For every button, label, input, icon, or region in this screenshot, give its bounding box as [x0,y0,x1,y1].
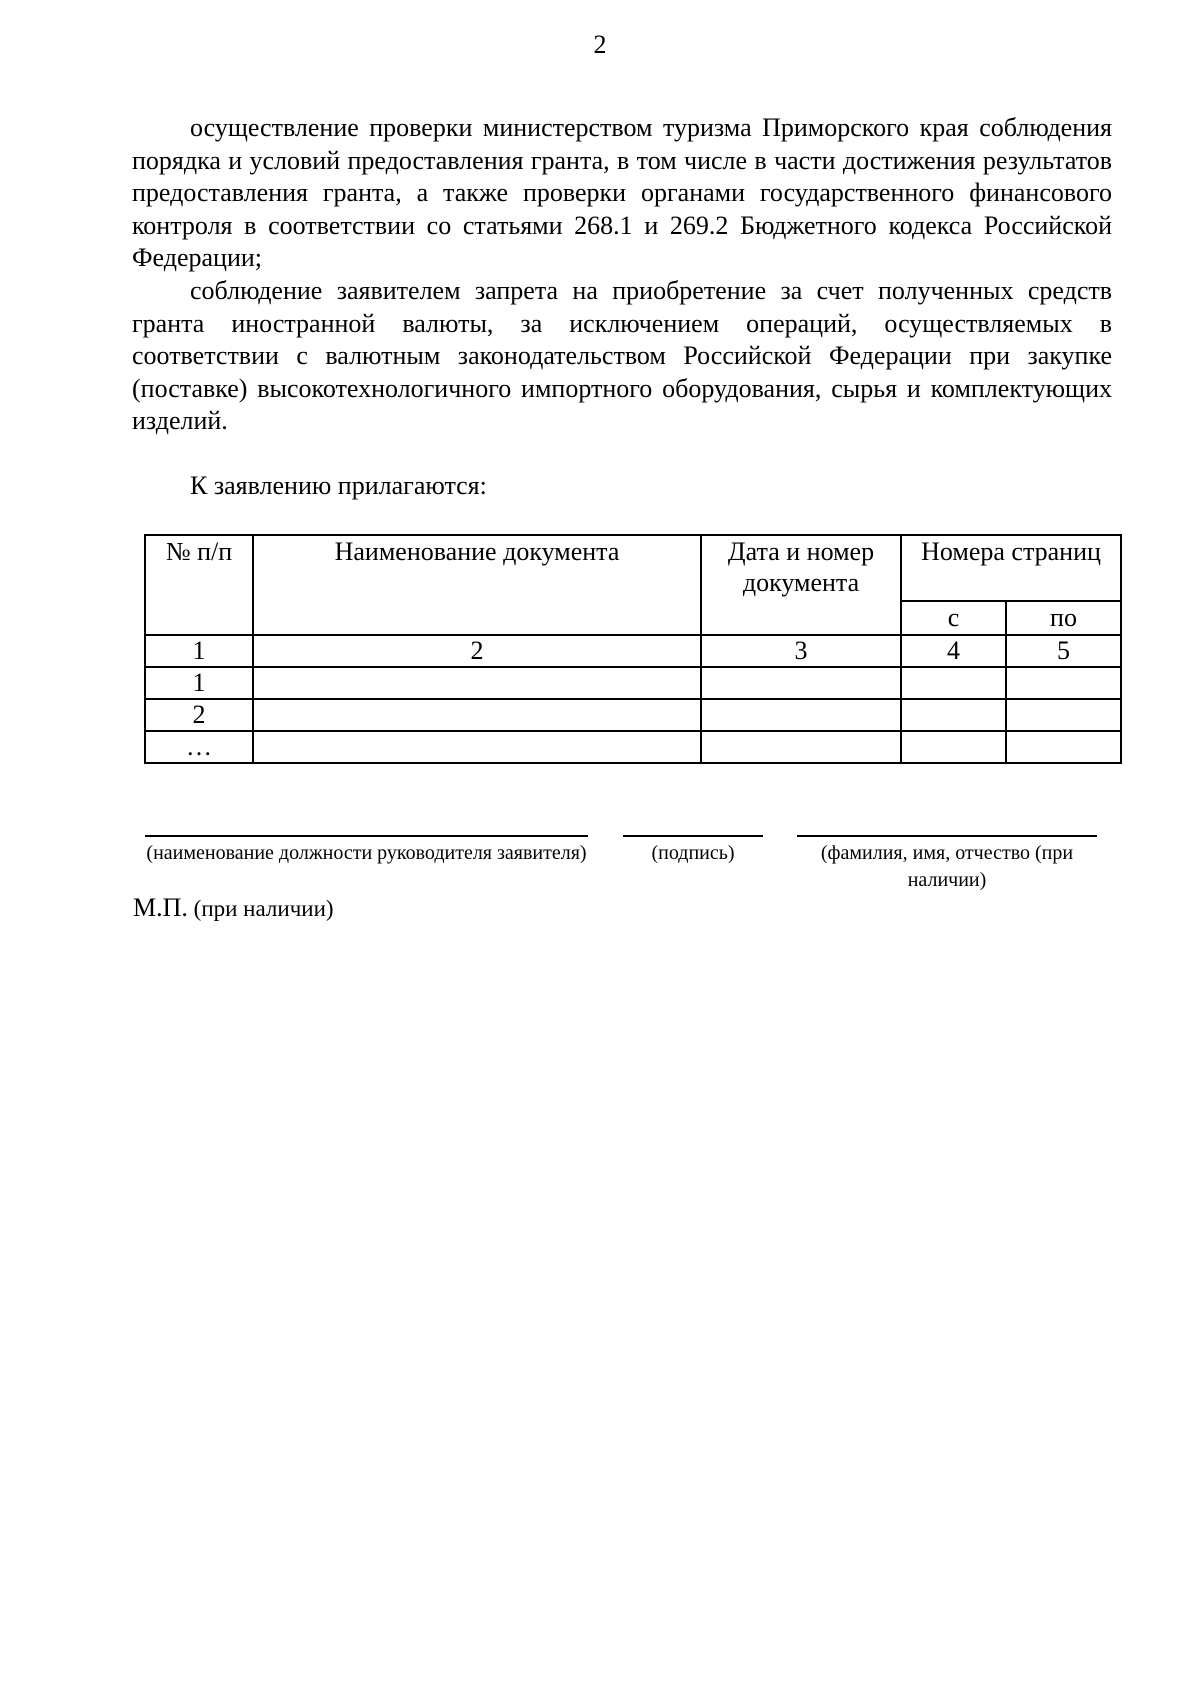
header-page-from: с [901,601,1006,635]
position-caption: (наименование должности руководителя заявителя) [146,842,587,864]
signature-caption: (подпись) [651,842,735,864]
stamp-condition: (при наличии) [193,896,334,921]
paragraph-currency-ban: соблюдение заявителем запрета на приобретение за счет полученных средств гранта иностранной валюты, за исключением операций, осуществляемых в соответствии с валютным законодательством Российской Федерации при закупке (поставке) высокотехнологичного импортного оборудования, сырья и комплектующих изделий. [132,275,1112,436]
paragraph-verification: осуществление проверки министерством туризма Приморского края соблюдения порядка и условий предоставления гранта, в том числе в части достижения результатов предоставления гранта, а также проверки органами государственного финансового контроля в соответствии со статьями 268.1 и 269.2 Бюджетного кодекса Российской Федерации; [132,113,1112,273]
position-signature-line [145,835,588,837]
table-cell: 1 [145,667,253,699]
table-cell [253,699,701,731]
table-cell: 2 [145,699,253,731]
table-cell [1006,667,1121,699]
table-cell [901,731,1006,763]
column-number: 1 [145,635,253,667]
attachments-table [144,534,1122,764]
table-row [145,731,1121,763]
name-signature-line [797,835,1097,837]
table-cell [1006,731,1121,763]
attachments-heading: К заявлению прилагаются: [190,471,487,500]
table-cell [901,699,1006,731]
column-number: 4 [901,635,1006,667]
header-doc-name: Наименование документа [253,535,701,635]
column-number: 2 [253,635,701,667]
table-cell [701,731,901,763]
stamp-label: М.П. [133,893,188,922]
header-page-numbers: Номера страниц [901,535,1121,601]
signature-line [623,835,763,837]
header-date-number: Дата и номер документа [701,535,901,635]
column-number-row [145,635,1121,667]
header-num: № п/п [145,535,253,635]
body-text [132,112,1112,438]
table-row [145,667,1121,699]
table-cell [901,667,1006,699]
header-page-to: по [1006,601,1121,635]
table-row [145,699,1121,731]
stamp-note [133,893,334,923]
table-cell: … [145,731,253,763]
table-cell [253,731,701,763]
column-number: 3 [701,635,901,667]
table-cell [1006,699,1121,731]
column-number: 5 [1006,635,1121,667]
table-cell [701,667,901,699]
table-cell [253,667,701,699]
page-number: 2 [593,30,607,59]
name-caption: (фамилия, имя, отчество (при наличии) [820,842,1074,891]
table-cell [701,699,901,731]
